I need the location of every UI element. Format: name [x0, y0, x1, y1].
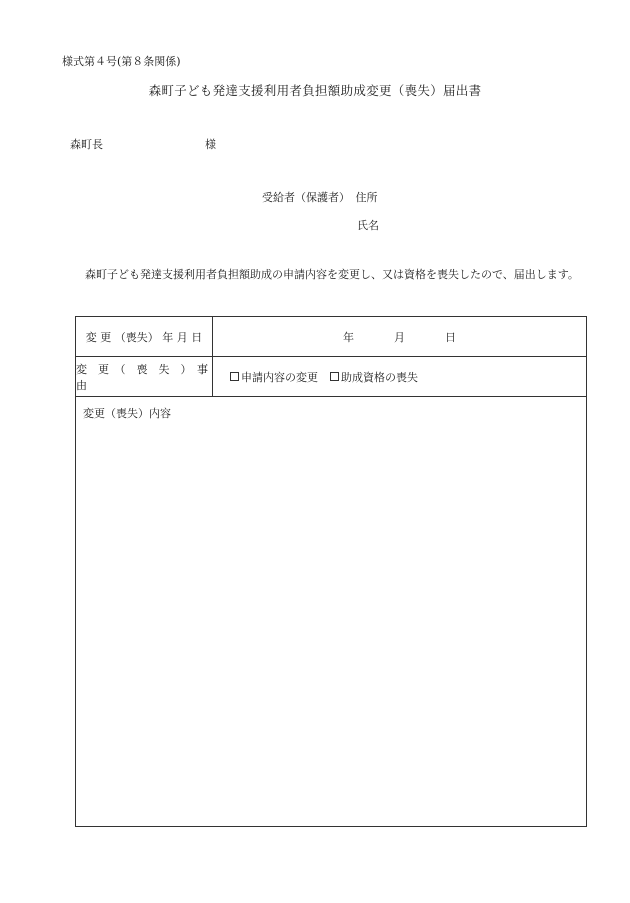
form-number: 様式第４号(第８条関係) — [62, 55, 181, 68]
form-table — [75, 316, 587, 827]
date-day-label: 日 — [445, 330, 456, 344]
change-date-row — [76, 317, 586, 357]
change-reason-label: 変 更 （ 喪 失 ） 事 由 — [76, 357, 213, 396]
checkbox-eligibility-loss[interactable] — [330, 369, 418, 385]
checkbox-icon[interactable] — [330, 372, 339, 381]
change-content-label: 変更（喪失）内容 — [83, 407, 171, 420]
checkbox-label: 助成資格の喪失 — [341, 370, 418, 384]
checkbox-icon[interactable] — [230, 372, 239, 381]
date-year-label: 年 — [343, 330, 354, 344]
change-date-label: 変 更 （喪失） 年 月 日 — [76, 317, 213, 356]
honorific: 様 — [205, 138, 216, 151]
change-reason-options — [213, 357, 586, 396]
statement-text: 森町子ども発達支援利用者負担額助成の申請内容を変更し、又は資格を喪失したので、届出します。 — [85, 268, 579, 281]
change-reason-row — [76, 357, 586, 397]
change-date-field[interactable] — [213, 317, 586, 356]
document-title: 森町子ども発達支援利用者負担額助成変更（喪失）届出書 — [148, 83, 482, 98]
addressee: 森町長 — [70, 138, 103, 151]
recipient-name-label: 氏名 — [357, 219, 379, 232]
recipient-address-label: 受給者（保護者） 住所 — [262, 191, 378, 204]
checkbox-label: 申請内容の変更 — [241, 370, 318, 384]
checkbox-application-change[interactable] — [230, 369, 318, 385]
date-month-label: 月 — [394, 330, 405, 344]
